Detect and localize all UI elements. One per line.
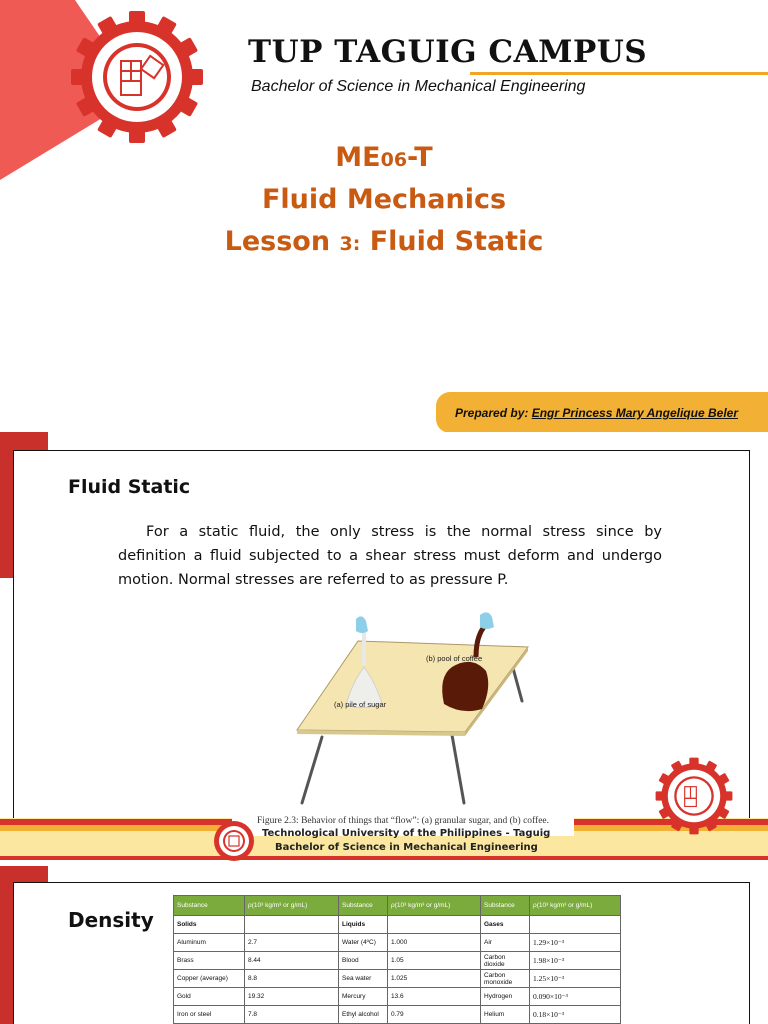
title-underline xyxy=(470,72,768,75)
table-cell: Water (4ºC) xyxy=(339,934,388,952)
table-row xyxy=(174,1006,621,1024)
table-cell: 1.025 xyxy=(388,970,481,988)
table-header-row xyxy=(174,896,621,916)
table-cell: Hydrogen xyxy=(481,988,530,1006)
section-title: Fluid Static xyxy=(68,476,191,498)
table-cell: 1.25×10⁻³ xyxy=(530,970,621,988)
table-cell: 0.79 xyxy=(388,1006,481,1024)
density-slide xyxy=(0,866,768,1024)
header-cell: ρ(10³ kg/m³ or g/mL) xyxy=(530,896,621,916)
course-code xyxy=(0,142,768,173)
sugar-coffee-figure xyxy=(240,607,580,837)
table-cell: 8.8 xyxy=(245,970,339,988)
footer-seal-icon xyxy=(208,820,260,862)
table-cell: 7.8 xyxy=(245,1006,339,1024)
group-liquids: Liquids xyxy=(339,916,388,934)
prepared-by-name: Engr Princess Mary Angelique Beler xyxy=(531,406,738,420)
lesson-number: 3 xyxy=(339,233,353,255)
university-seal-icon xyxy=(70,10,204,144)
slide-seal-icon xyxy=(655,757,733,835)
table-cell: Aluminum xyxy=(174,934,245,952)
table-cell: Carbon dioxide xyxy=(481,952,530,970)
table-cell: 0.18×10⁻³ xyxy=(530,1006,621,1024)
campus-title: TUP TAGUIG CAMPUS xyxy=(248,34,648,70)
section-title: Density xyxy=(68,908,154,932)
table-cell: Gold xyxy=(174,988,245,1006)
table-cell: Mercury xyxy=(339,988,388,1006)
label-pool-of-coffee: (b) pool of coffee xyxy=(426,654,483,663)
fluid-static-slide xyxy=(0,432,768,864)
table-row xyxy=(174,970,621,988)
group-solids: Solids xyxy=(174,916,245,934)
prepared-by xyxy=(455,406,738,420)
table-cell: Ethyl alcohol xyxy=(339,1006,388,1024)
table-cell: 1.05 xyxy=(388,952,481,970)
table-cell: 0.090×10⁻³ xyxy=(530,988,621,1006)
footer-university: Technological University of the Philippines - Taguig xyxy=(262,828,551,839)
table-group-row xyxy=(174,916,621,934)
table-cell: Brass xyxy=(174,952,245,970)
footer-program: Bachelor of Science in Mechanical Engineering xyxy=(275,842,538,853)
title-slide xyxy=(0,0,768,432)
table-cell: 1.000 xyxy=(388,934,481,952)
lesson-title xyxy=(0,226,768,257)
group-gases: Gases xyxy=(481,916,530,934)
program-subtitle: Bachelor of Science in Mechanical Engineering xyxy=(251,78,586,95)
table-cell: Helium xyxy=(481,1006,530,1024)
table-cell: Sea water xyxy=(339,970,388,988)
table-cell: 1.29×10⁻³ xyxy=(530,934,621,952)
header-cell: Substance xyxy=(481,896,530,916)
lesson-colon: : xyxy=(352,233,361,255)
footer-bottom-stripe xyxy=(0,856,768,860)
figure-caption: Figure 2.3: Behavior of things that “flow”: (a) granular sugar, and (b) coffee. xyxy=(232,806,574,836)
table-row xyxy=(174,934,621,952)
header-cell: ρ(10³ kg/m³ or g/mL) xyxy=(245,896,339,916)
lesson-prefix: Lesson xyxy=(224,226,340,257)
table-row xyxy=(174,952,621,970)
table-cell: Air xyxy=(481,934,530,952)
label-pile-of-sugar: (a) pile of sugar xyxy=(334,700,387,709)
header-cell: ρ(10³ kg/m³ or g/mL) xyxy=(388,896,481,916)
density-table xyxy=(173,895,621,1024)
definition-text: For a static fluid, the only stress is the normal stress since by definition a fluid subjected to a shear stress must deform and undergo motion. Normal stresses are referred to as pressure P. xyxy=(118,524,662,588)
table-cell: 2.7 xyxy=(245,934,339,952)
lesson-name: Fluid Static xyxy=(360,226,544,257)
definition-paragraph xyxy=(118,520,662,592)
table-cell: Carbon monoxide xyxy=(481,970,530,988)
course-name: Fluid Mechanics xyxy=(261,184,507,215)
prepared-by-label: Prepared by: xyxy=(455,406,532,420)
header-cell: Substance xyxy=(339,896,388,916)
course-code-number: 06 xyxy=(380,149,408,171)
course-code-main: ME xyxy=(335,142,381,173)
table-cell: Blood xyxy=(339,952,388,970)
table-row xyxy=(174,988,621,1006)
table-cell: 19.32 xyxy=(245,988,339,1006)
course-code-suffix: -T xyxy=(407,142,433,173)
table-cell: 1.98×10⁻³ xyxy=(530,952,621,970)
table-cell: Copper (average) xyxy=(174,970,245,988)
header-cell: Substance xyxy=(174,896,245,916)
table-cell: 13.6 xyxy=(388,988,481,1006)
table-cell: 8.44 xyxy=(245,952,339,970)
table-cell: Iron or steel xyxy=(174,1006,245,1024)
